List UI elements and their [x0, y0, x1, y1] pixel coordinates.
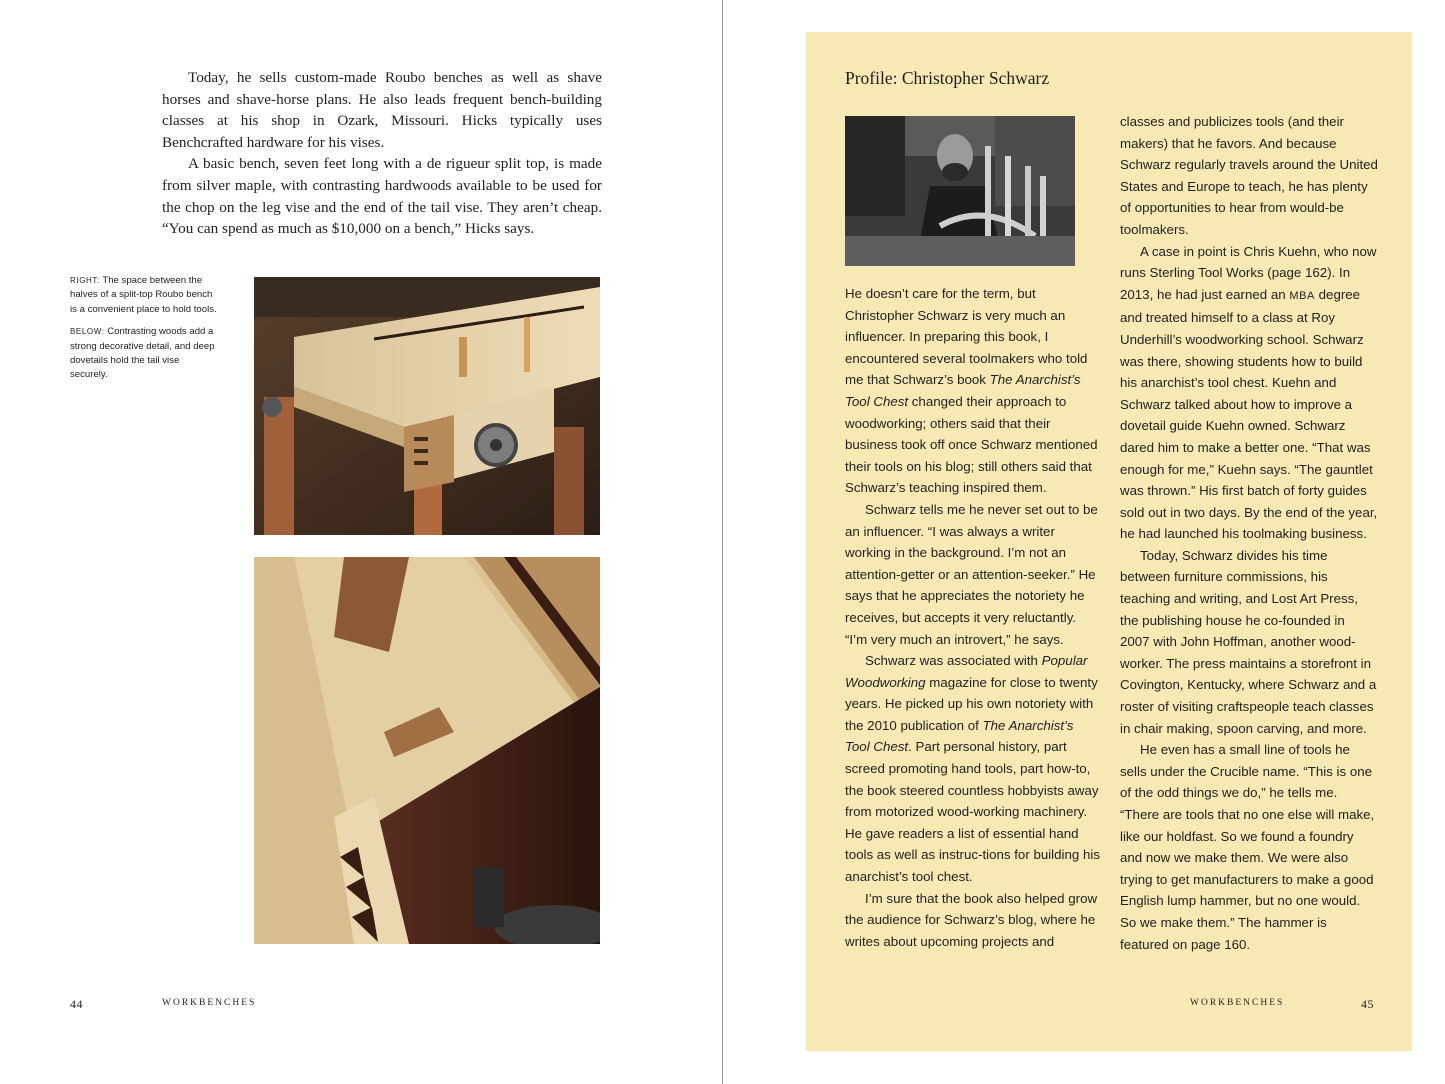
caption-label: BELOW:: [70, 327, 105, 337]
text-run: . Part personal history, part screed promoting hand tools, part how-to, the book steered countless hobbyists away from motorized wood-working machinery. He gave readers a list of essential hand tools as well as instruc-tions for building his anarchist’s tool chest.: [845, 739, 1100, 885]
caption-text: The space between the halves of a split-top Roubo bench is a convenient place to hold tools.: [70, 275, 217, 315]
caption-text: Contrasting woods add a strong decorative detail, and deep dovetails hold the tail vise securely.: [70, 326, 215, 381]
intro-paragraph: Today, he sells custom-made Roubo benches as well as shave horses and shave-horse plans. He also leads frequent bench-building classes at his shop in Ozark, Missouri. Hicks typically uses Benchcrafted hardware for his vises.: [162, 69, 602, 151]
page-number-right: 45: [1361, 997, 1374, 1011]
text-run: Schwarz was associated with: [865, 653, 1042, 669]
left-page: [0, 0, 722, 1084]
intro-text: [162, 67, 602, 240]
caption-right: [70, 274, 218, 317]
running-head-right: WORKBENCHES: [1190, 998, 1285, 1008]
text-run: He doesn’t care for the term, but Christopher Schwarz is very much an influencer. In preparing this book, I encountered several toolmakers who told me that Schwarz’s book: [845, 286, 1088, 388]
dovetail-tail-vise-photo: [254, 557, 600, 944]
column-paragraph: He even has a small line of tools he sells under the Crucible name. “This is one of the odd things we do,” he tells me. “There are tools that no one else will make, like our holdfast. So we found a foundry and now we make them. We were also trying to get manufacturers to make a good English lump hammer, but no one would. So we make them.” The hammer is featured on page 160.: [1120, 742, 1375, 952]
profile-column-1: [845, 283, 1101, 952]
running-head-left: WORKBENCHES: [162, 998, 257, 1008]
intro-paragraph: A basic bench, seven feet long with a de rigueur split top, is made from silver maple, with contrasting hardwoods available to be used for the chop on the leg vise and the end of the tail vise. They aren’t cheap. “You can spend as much as $10,000 on a bench,” Hicks says.: [162, 155, 602, 238]
small-caps-abbrev: MBA: [1289, 289, 1315, 302]
text-run: changed their approach to woodworking; others said that their business took off once Schwarz mentioned their tools on his blog; still others said that Schwarz’s teaching inspired them.: [845, 393, 1098, 496]
column-paragraph: [845, 283, 1101, 499]
book-title: The Anarchist’s Tool Chest: [845, 717, 1074, 755]
page-number-left: 44: [70, 997, 83, 1011]
text-run: A case in point is Chris Kuehn, who now runs Sterling Tool Works (page 162). In 2013, he had just earned an: [1120, 243, 1377, 302]
profile-title: Profile: Christopher Schwarz: [845, 68, 1050, 88]
caption-below: [70, 325, 218, 383]
text-run: degree and treated himself to a class at Roy Underhill’s woodworking school. Schwarz was there, showing students how to build his anarchist’s tool chest. Kuehn and Schwarz talked about how to improve a dovetail guide Kuehn owned. Schwarz dared him to make a better one. “That was enough for me,” Kuehn says. “The gauntlet was thrown.” His first batch of forty guides sold out in two days. By the end of the year, he had launched his toolmaking business.: [1120, 286, 1378, 542]
photo-captions: [70, 274, 218, 391]
column-paragraph: Schwarz tells me he never set out to be an influencer. “I was always a writer working in the background. I’m not an attention-getter or an attention-seeker.” He says that he appreciates the notoriety he receives, but accepts it very reluctantly. “I’m very much an introvert,” he says.: [845, 501, 1098, 647]
column-paragraph: [845, 650, 1101, 888]
magazine-title: Popular Woodworking: [845, 653, 1088, 690]
split-top-bench-photo: [254, 277, 600, 535]
caption-label: RIGHT:: [70, 276, 100, 285]
column-paragraph: [1120, 241, 1378, 545]
column-paragraph: I’m sure that the book also helped grow the audience for Schwarz’s blog, where he writes about upcoming projects and: [845, 890, 1098, 949]
text-run: magazine for close to twenty years. He picked up his own notoriety with the 2010 publication of: [845, 674, 1098, 733]
schwarz-portrait-photo: [845, 116, 1075, 266]
column-paragraph: classes and publicizes tools (and their makers) that he favors. And because Schwarz regularly travels around the United States and Europe to teach, he has plenty of opportunities to hear from would-be toolmakers.: [1120, 114, 1378, 237]
column-paragraph: Today, Schwarz divides his time between furniture commissions, his teaching and writing, and Lost Art Press, the publishing house he co-founded in 2007 with John Hoffman, another wood-worker. The press maintains a storefront in Covington, Kentucky, where Schwarz and a roster of visiting craftspeople teach classes in chair making, spoon carving, and more.: [1120, 547, 1377, 736]
book-title: The Anarchist’s Tool Chest: [845, 372, 1081, 409]
profile-column-2: [1120, 111, 1378, 955]
